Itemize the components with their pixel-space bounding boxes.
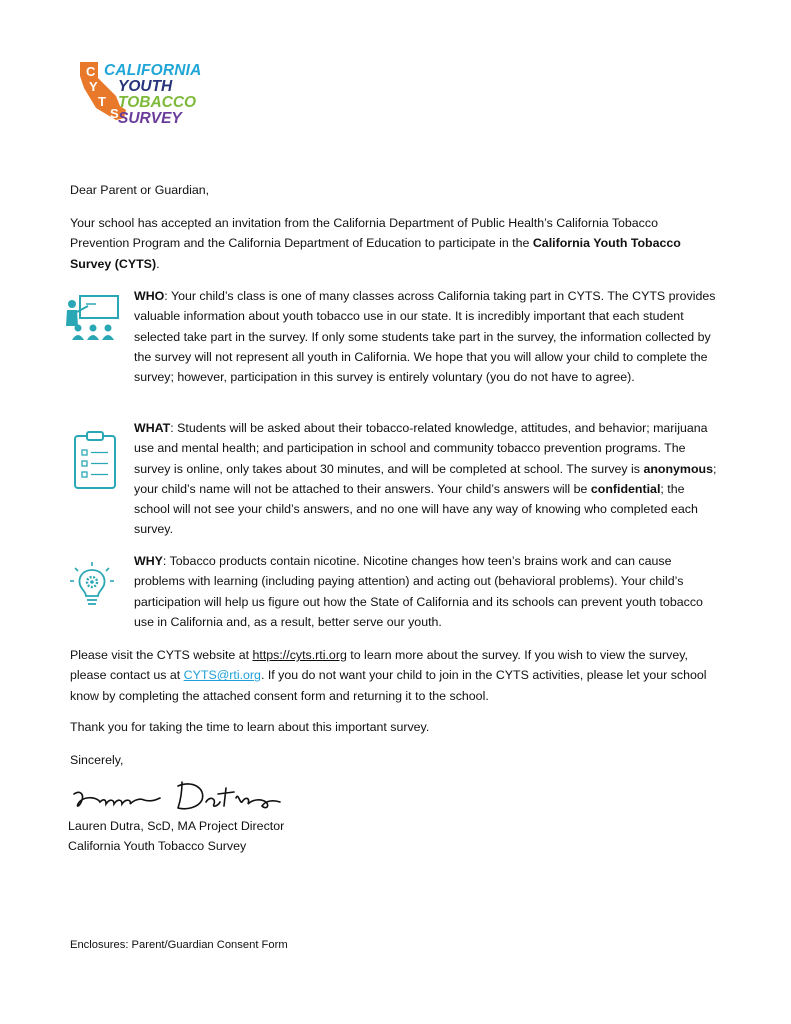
lightbulb-gear-icon: [70, 562, 114, 608]
what-text-3: ; the school will not see your child’s answers, and no one will have any way of knowing who completed each survey.: [134, 481, 698, 537]
greeting: Dear Parent or Guardian,: [70, 183, 210, 197]
intro-survey-name: California Youth Tobacco Survey (CYTS): [70, 236, 681, 271]
what-text-1: : Students will be asked about their tobacco-related knowledge, attitudes, and behavior; marijuana use and mental health; and participation in school and community tobacco prevention programs. The survey is online, only takes about 30 minutes, and will be completed at school. The survey is: [134, 421, 708, 476]
why-section: [134, 551, 724, 632]
classroom-teacher-icon: [64, 294, 122, 342]
logo-line-youth: YOUTH: [118, 78, 173, 95]
intro-lead: Your school has accepted an invitation from the California Department of Public Health’s California Tobacco Prevention Program and the California Department of Education to participate in the: [70, 216, 658, 251]
visit-text-1: Please visit the CYTS website at: [70, 648, 253, 662]
what-heading: WHAT: [134, 421, 171, 435]
intro-tail: .: [156, 256, 160, 271]
logo-letter-c: C: [86, 64, 96, 79]
logo-letter-s: S: [110, 106, 119, 121]
what-anonymous: anonymous: [643, 461, 713, 476]
why-heading: WHY: [134, 554, 163, 568]
website-link[interactable]: https://cyts.rti.org: [252, 648, 347, 662]
visit-text-2: to learn more about the survey. If you wish to view the survey, please contact us at: [70, 648, 688, 683]
who-text: : Your child’s class is one of many classes across California taking part in CYTS. The CYTS provides valuable information about youth tobacco use in our state. It is incredibly important that each student selected take part in the survey. If only some students take part in the survey, the information collected by the survey will not represent all youth in California. We hope that you will allow your child to complete the survey; however, participation in this survey is entirely voluntary (you do not have to agree).: [134, 289, 716, 385]
logo-letter-t: T: [98, 94, 106, 109]
what-text-2: ; your child’s name will not be attached to their answers. Your child’s answers will be: [134, 461, 717, 496]
closing-line: Sincerely,: [70, 753, 124, 767]
what-section: [134, 418, 720, 540]
signer-organization: California Youth Tobacco Survey: [68, 839, 247, 853]
logo-letter-y: Y: [89, 79, 98, 94]
visit-text-3: . If you do not want your child to join in the CYTS activities, please let your school know by completing the attached consent form and returning it to the school.: [70, 668, 707, 703]
clipboard-checklist-icon: [72, 430, 118, 490]
enclosures-line: Enclosures: Parent/Guardian Consent Form: [70, 939, 288, 951]
logo-line-tobacco: TOBACCO: [118, 94, 197, 111]
thanks-line: Thank you for taking the time to learn about this important survey.: [70, 720, 430, 734]
why-text: : Tobacco products contain nicotine. Nicotine changes how teen’s brains work and can cause problems with learning (including paying attention) and acting out (behavioral problems). Your child’s participation will help us figure out how the State of California and its schools can prevent youth tobacco use in California and, as a result, better serve our youth.: [134, 554, 703, 629]
logo-line-survey: SURVEY: [118, 110, 182, 127]
logo-line-california: CALIFORNIA: [104, 62, 202, 79]
who-heading: WHO: [134, 289, 165, 303]
who-section: [134, 286, 720, 387]
visit-paragraph: [70, 645, 716, 706]
logo-wordmark: [104, 63, 202, 127]
intro-paragraph: [70, 213, 716, 274]
email-link[interactable]: CYTS@rti.org: [183, 668, 261, 683]
what-confidential: confidential: [590, 481, 661, 496]
signer-name-title: Lauren Dutra, ScD, MA Project Director: [68, 819, 285, 833]
cyts-logo: [76, 58, 226, 126]
